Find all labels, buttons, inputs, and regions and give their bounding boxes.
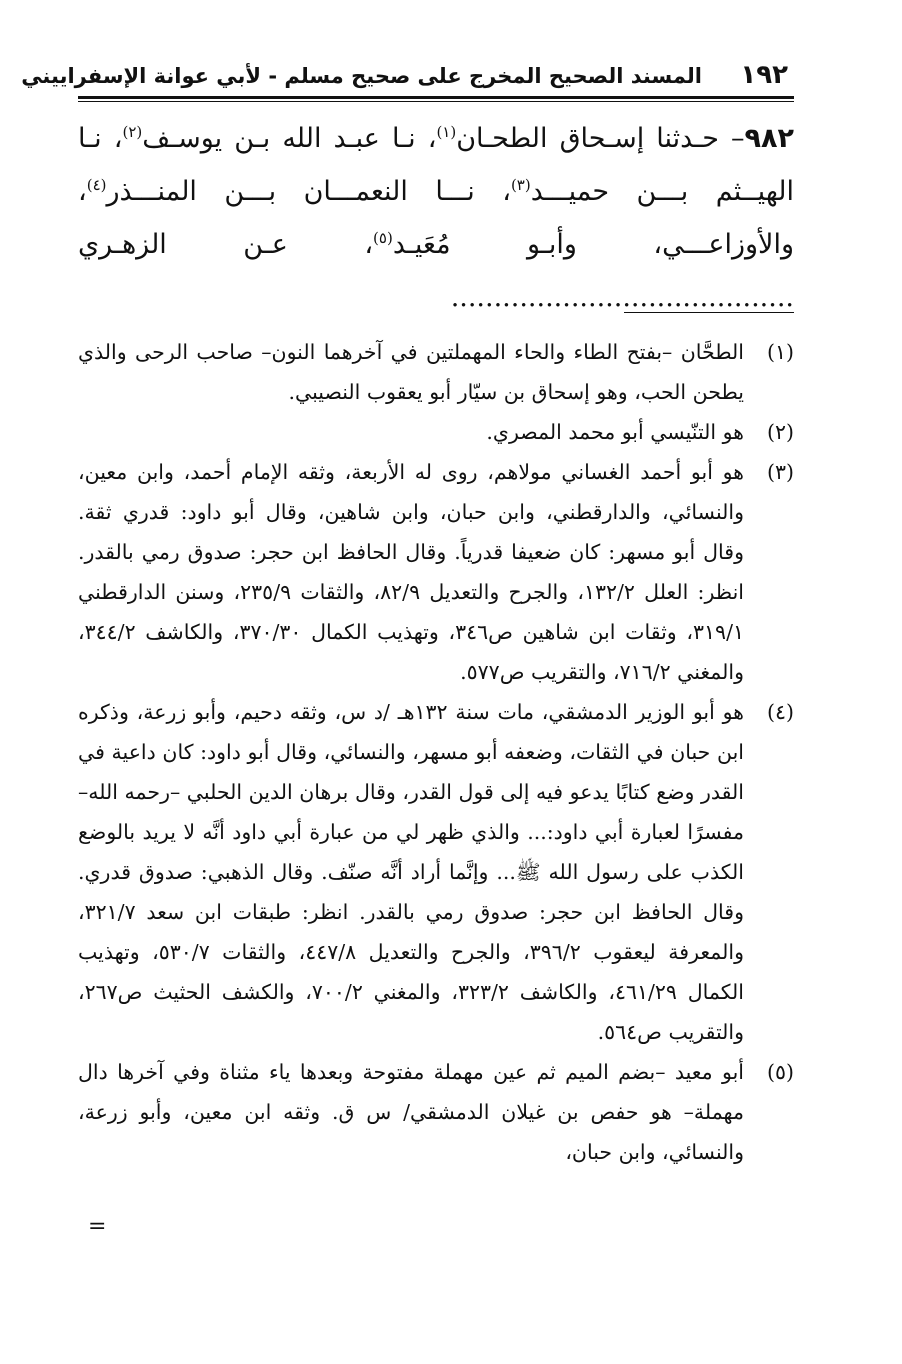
hadith-segment: ، نـــا النعمـــان بـــن المنـــذر <box>106 176 511 207</box>
footnote-ref: (١) <box>436 123 457 141</box>
header-rule <box>78 96 794 102</box>
hadith-segment: – حـدثنا إسـحاق الطحـان <box>456 123 745 154</box>
ellipsis-dots: ........................................ <box>450 282 794 313</box>
footnote-ref: (٥) <box>373 229 393 247</box>
hadith-number: ٩٨٢ <box>744 123 794 154</box>
footnote-ref: (٤) <box>86 176 107 194</box>
hadith-segment: ، نـا الهيــثم بـــن حميـــد <box>78 123 794 207</box>
footnote-ref: (٣) <box>510 176 531 194</box>
footnote-text: هو التنّيسي أبو محمد المصري. <box>486 420 744 444</box>
footnote-text: أبو معيد –بضم الميم ثم عين مهملة مفتوحة وبعدها ياء مثناة وفي آخرها دال مهملة– هو حفص بن غيلان الدمشقي/ س ق. وثقه ابن معين، وأبو زرعة، والنسائي، وابن حبان، <box>78 1060 744 1164</box>
hadith-segment: ، عـن الزهـري <box>78 229 374 260</box>
footnote-4 <box>78 692 794 1052</box>
hadith-segment: ، نـا عبـد الله بـن يوسـف <box>142 123 437 154</box>
footnote-ref: (٢) <box>122 123 143 141</box>
hadith-segment: ، والأوزاعـــي، وأبـو مُعَيـد <box>78 176 794 260</box>
footnotes <box>78 332 794 1172</box>
footnote-number: (٥) <box>766 1060 794 1084</box>
page-header <box>21 58 794 94</box>
footnote-1 <box>78 332 794 412</box>
footnote-number: (٢) <box>766 420 794 444</box>
footnote-number: (٣) <box>766 460 794 484</box>
page-number: ١٩٢ <box>740 60 788 90</box>
running-title: المسند الصحيح المخرج على صحيح مسلم - لأبي عوانة الإسفراييني <box>21 64 702 88</box>
footnote-3 <box>78 452 794 692</box>
footnote-text: الطحَّان –بفتح الطاء والحاء المهملتين في آخرهما النون– صاحب الرحى والذي يطحن الحب، وهو إسحاق بن سيّار أبو يعقوب النصيبي. <box>78 340 744 404</box>
footnote-5 <box>78 1052 794 1172</box>
continuation-mark: = <box>88 1214 107 1239</box>
footnote-number: (٤) <box>766 700 794 724</box>
footnote-number: (١) <box>766 340 794 364</box>
footnote-separator <box>624 312 794 313</box>
hadith-text <box>78 112 794 324</box>
footnote-text: هو أبو الوزير الدمشقي، مات سنة ١٣٢هـ /د س، وثقه دحيم، وأبو زرعة، وذكره ابن حبان في الثقات، وضعفه أبو مسهر، والنسائي، وقال أبو داود: كان داعية في القدر وضع كتابًا يدعو فيه إلى قول القدر، وقال برهان الدين الحلبي –رحمه الله– مفسرًا لعبارة أبي داود:... والذي ظهر لي من عبارة أبي داود أنَّه لا يريد بالوضع الكذب على رسول الله ﷺ... وإنَّما أراد أنَّه صنّف. وقال الذهبي: صدوق قدري. وقال الحافظ ابن حجر: صدوق رمي بالقدر. انظر: طبقات ابن سعد ٣٢١/٧، والمعرفة ليعقوب ٣٩٦/٢، والجرح والتعديل ٤٤٧/٨، والثقات ٥٣٠/٧، وتهذيب الكمال ٤٦١/٢٩، والكاشف ٣٢٣/٢، والمغني ٧٠٠/٢، والكشف الحثيث ص٢٦٧، والتقريب ص٥٦٤. <box>78 700 744 1044</box>
footnote-2 <box>78 412 794 452</box>
footnote-text: هو أبو أحمد الغساني مولاهم، روى له الأربعة، وثقه الإمام أحمد، وابن معين، والنسائي، والدارقطني، وابن حبان، وابن شاهين، وقال أبو داود: قدري ثقة. وقال أبو مسهر: كان ضعيفا قدرياً. وقال الحافظ ابن حجر: صدوق رمي بالقدر. انظر: العلل ١٣٢/٢، والجرح والتعديل ٨٢/٩، والثقات ٢٣٥/٩، وسنن الدارقطني ٣١٩/١، وثقات ابن شاهين ص٣٤٦، وتهذيب الكمال ٣٧٠/٣٠، والكاشف ٣٤٤/٢، والمغني ٧١٦/٢، والتقريب ص٥٧٧. <box>78 460 744 684</box>
